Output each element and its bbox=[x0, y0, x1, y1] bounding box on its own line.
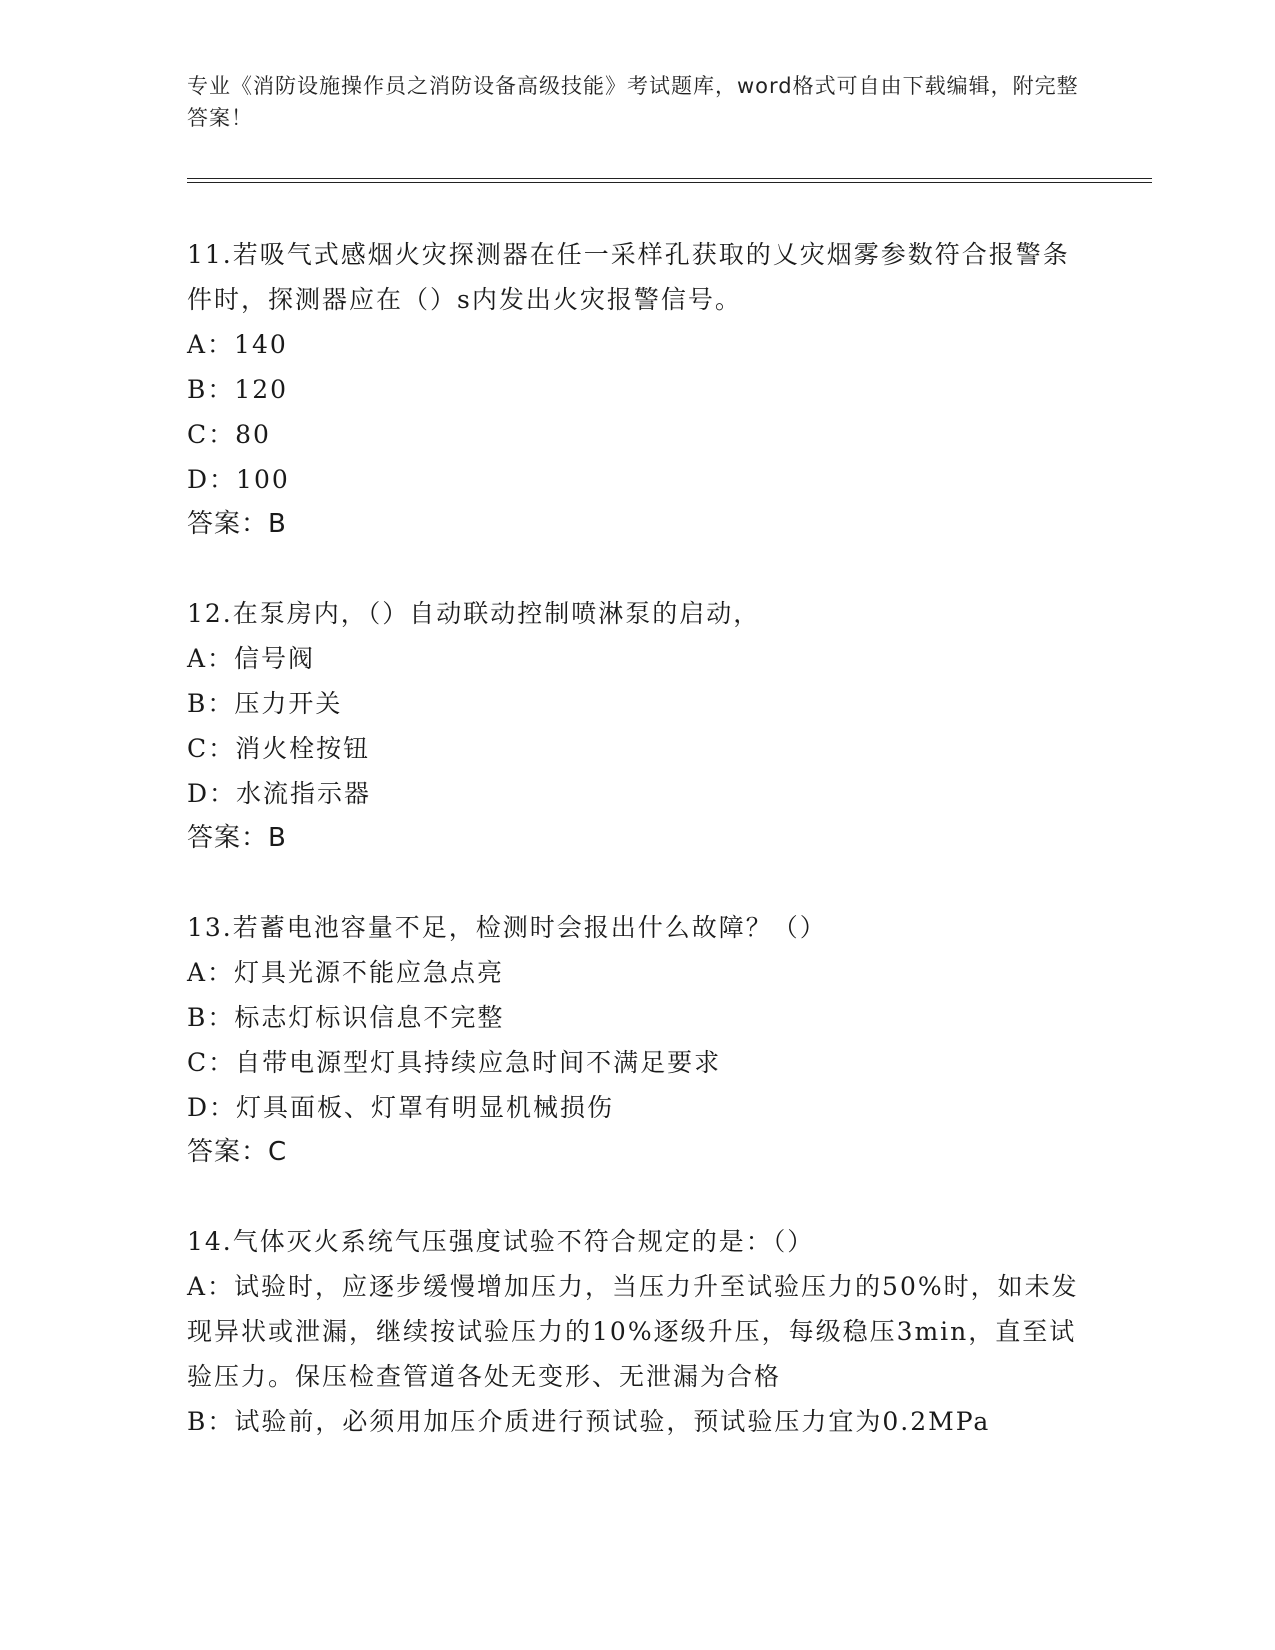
option-d: D：100 bbox=[187, 465, 290, 494]
header-double-rule bbox=[187, 178, 1152, 183]
question-stem: 12.在泵房内，（）自动联动控制喷淋泵的启动， bbox=[187, 599, 761, 628]
question-12 bbox=[187, 591, 1087, 861]
document-header bbox=[187, 70, 1087, 134]
option-b: B：试验前，必须用加压介质进行预试验，预试验压力宜为0.2MPa bbox=[187, 1407, 991, 1436]
option-c: C：消火栓按钮 bbox=[187, 734, 371, 763]
question-13 bbox=[187, 905, 1087, 1175]
answer-line: 答案：B bbox=[187, 509, 287, 539]
option-a: A：140 bbox=[187, 330, 288, 359]
option-a: A：信号阀 bbox=[187, 644, 316, 673]
option-a: A：灯具光源不能应急点亮 bbox=[187, 958, 505, 987]
option-c: C：自带电源型灯具持续应急时间不满足要求 bbox=[187, 1048, 722, 1077]
option-c: C：80 bbox=[187, 420, 271, 449]
option-b: B：120 bbox=[187, 375, 289, 404]
option-b: B：标志灯标识信息不完整 bbox=[187, 1003, 505, 1032]
answer-line: 答案：B bbox=[187, 823, 287, 853]
option-d: D：灯具面板、灯罩有明显机械损伤 bbox=[187, 1093, 615, 1122]
question-stem: 14.气体灭火系统气压强度试验不符合规定的是：（） bbox=[187, 1227, 815, 1256]
option-a: A：试验时，应逐步缓慢增加压力，当压力升至试验压力的50%时，如未发现异状或泄漏，继续按试验压力的10%逐级升压，每级稳压3min，直至试验压力。保压检查管道各处无变形、无泄漏为合格 bbox=[187, 1272, 1079, 1391]
option-b: B：压力开关 bbox=[187, 689, 343, 718]
question-list bbox=[187, 232, 1087, 1488]
question-14 bbox=[187, 1219, 1087, 1444]
option-d: D：水流指示器 bbox=[187, 779, 372, 808]
header-text: 专业《消防设施操作员之消防设备高级技能》考试题库，word格式可自由下载编辑，附完整答案！ bbox=[187, 74, 1079, 130]
question-stem: 13.若蓄电池容量不足，检测时会报出什么故障？（） bbox=[187, 913, 827, 942]
answer-line: 答案：C bbox=[187, 1137, 288, 1167]
question-11 bbox=[187, 232, 1087, 547]
question-stem: 11.若吸气式感烟火灾探测器在任一采样孔获取的乂灾烟雾参数符合报警条件时，探测器应在（）s内发出火灾报警信号。 bbox=[187, 240, 1070, 314]
